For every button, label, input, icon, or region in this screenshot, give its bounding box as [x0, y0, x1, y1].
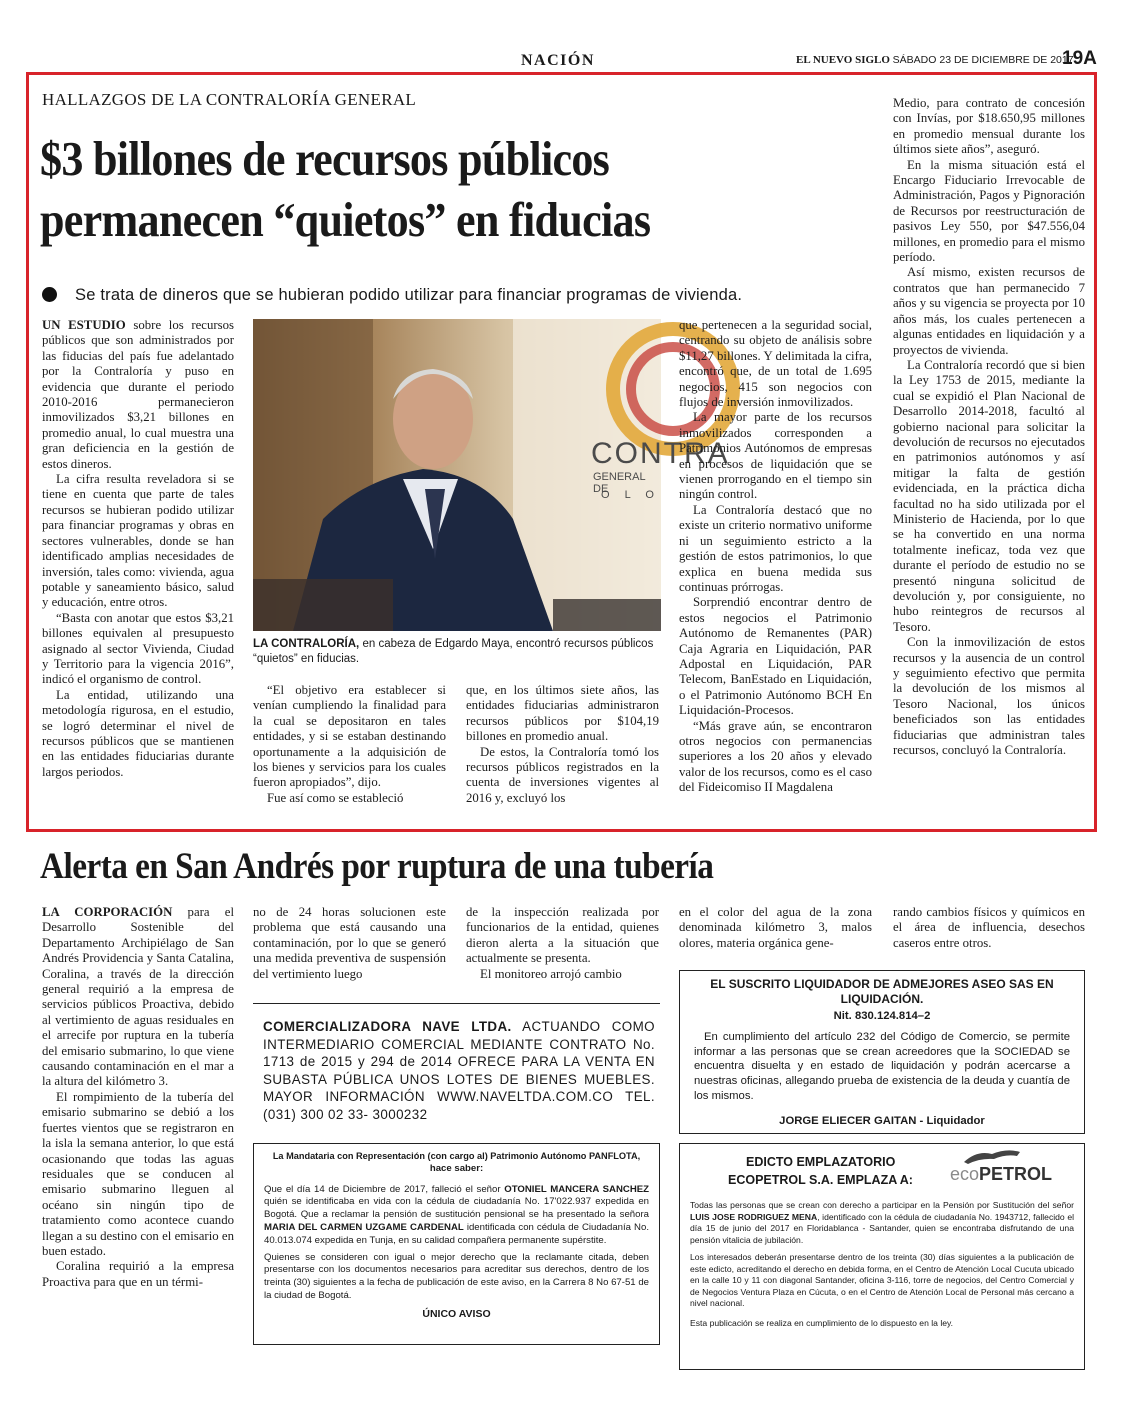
article2-col4 [679, 905, 872, 951]
article1-col3 [466, 683, 659, 806]
paragraph: En la misma situación está el Encargo Fiduciario Irrevocable de Administración, Pagos y Pignoración de Recursos por reestructuración de pasivos Ley 550, por $47.556,04 millones, en promedio para el mismo período. [893, 157, 1085, 265]
paragraph: El rompimiento de la tubería del emisario submarino se debió a los fuertes vientos que se registraron en la isla la semana anterior, lo que está ocasionando que todas las aguas residuales que se conducen al emisario submarino lleguen al océano sin ningún tipo de tratamiento como acontece cuando llegan a su destino con el emisario en buen estado. [42, 1089, 234, 1258]
panflota-p2: Quienes se consideren con igual o mejor derecho que la reclamante citada, deben presentarse con los documentos necesarios para acreditar sus derechos, dentro de los treinta (30) siguientes a la fecha de publicación de este aviso, en la Carrera 8 No 67-51 de la ciudad de Bogotá. [264, 1251, 649, 1301]
headline-line-1: $3 billones de recursos públicos [40, 131, 610, 186]
paragraph: De estos, la Contraloría tomó los recursos públicos registrados en la cuenta de inversiones vigentes al 2016 y, excluyó los [466, 744, 659, 805]
issue-date: SÁBADO 23 DE DICIEMBRE DE 2017 [892, 54, 1074, 66]
paragraph: Con la inmovilización de estos recursos y la ausencia de un control y seguimiento efectivo que permita la devolución de los mismos al Tesoro Nacional, los únicos beneficiados son las entidades fiduciarias que administran tales recursos, concluyó la Contraloría. [893, 635, 1085, 758]
photo-caption [253, 637, 663, 667]
lead-in: UN ESTUDIO [42, 318, 126, 332]
admejores-nit: Nit. 830.124.814–2 [833, 1010, 931, 1022]
article2-col2 [253, 905, 446, 982]
kicker: HALLAZGOS DE LA CONTRALORÍA GENERAL [42, 90, 417, 109]
panflota-footer: ÚNICO AVISO [422, 1307, 491, 1320]
ad-ecopetrol [679, 1143, 1085, 1370]
ecopetrol-name: LUIS JOSE RODRIGUEZ MENA [690, 1211, 818, 1222]
subhead-text: Se trata de dineros que se hubieran podido utilizar para financiar programas de vivienda. [75, 286, 743, 304]
paragraph: “El objetivo era establecer si venían cumpliendo la finalidad para la cual se depositaron en tales entidades, y si se estaban destinando oportunamente a la adquisición de los bienes y servicios para los cuales fueron apropiados”, dijo. [253, 683, 446, 790]
paragraph [42, 905, 234, 1090]
ecopetrol-title-2: ECOPETROL S.A. EMPLAZA A: [728, 1173, 913, 1187]
paragraph: que, en los últimos siete años, las entidades fiduciarias administraron recursos públicos por $104,19 billones en promedio anual. [466, 683, 659, 744]
article2-col5 [893, 905, 1085, 951]
panflota-p1 [264, 1184, 649, 1248]
caption-text: en cabeza de Edgardo Maya, encontró recursos públicos “quietos” en fiducias. [253, 638, 654, 665]
paragraph: La Contraloría recordó que si bien la Ley 1753 de 2015, mediante la cual se expidió el Plan Nacional de Desarrollo 2014-2018, facultó al gobierno nacional para solicitar la devolución de recursos no ejecutados en patrimonios autónomos y así mitigar la falta de gestión evidenciada, en la práctica dicha facultad no ha sido utilizada por el Ministerio de Hacienda, por lo que se ha convertido en una norma totalmente ineficaz, toda vez que durante el período de estudio no se presentó ninguna solicitud de devolución y, por consiguiente, no hubo reintegros de recursos al Tesoro. [893, 357, 1085, 634]
paragraph: Medio, para contrato de concesión con Invías, por $18.650,95 millones en promedio mensual durante los últimos siete años”, aseguró. [893, 96, 1085, 157]
caption-lead: LA CONTRALORÍA, [253, 638, 360, 650]
admejores-title: EL SUSCRITO LIQUIDADOR DE ADMEJORES ASEO SAS EN LIQUIDACIÓN. [710, 977, 1054, 1006]
ecopetrol-p1 [690, 1200, 1074, 1246]
ad-admejores [679, 970, 1085, 1134]
paragraph: Fue así como se estableció [267, 790, 404, 805]
panflota-p1-b: quién se identificaba en vida con la cédula de ciudadanía No. 17'022.937 expedida en Bogotá. Que a reclamar la pensión de sustitución pensional se ha presentado la señora [264, 1196, 649, 1221]
paragraph-text: sobre los recursos públicos que son administrados por las fiducias del país fue adelantado por la Contraloría y puso en evidencia que durante el periodo 2010-2016 permanecieron inmovilizados $3,21 billones en promedio anual, lo cual muestra una gran deficiencia en la gestión de estos dineros. [42, 318, 234, 471]
ecopetrol-p1-b: , identificado con la cédula de ciudadanía No. 1943712, fallecido el día 15 de junio del 2017 en Floridablanca - Santander, quien se encontraba disfrutando de una pensión vitalicia de jubilación. [690, 1211, 1075, 1245]
ecopetrol-p3: Esta publicación se realiza en cumplimiento de lo dispuesto en la ley. [690, 1317, 954, 1328]
paragraph: La mayor parte de los recursos inmovilizados corresponden a Patrimonios Autónomos de empresas en procesos de liquidación que se vienen prorrogando en el tiempo sin ningún control. [679, 410, 872, 502]
ecopetrol-p1-a: Todas las personas que se crean con derecho a participar en la Pensión por Sustitución del señor [690, 1200, 1074, 1210]
paragraph: “Más grave aún, se encontraron otros negocios con permanencias superiores a los 20 años y elevado valor de los recursos, como es el caso del Fideicomiso II Magdalena [679, 718, 872, 795]
photo-sign: CONTRA [591, 437, 730, 470]
subhead [42, 286, 872, 305]
paper-name: EL NUEVO SIGLO [796, 54, 890, 66]
panflota-title: La Mandataria con Representación (con cargo al) Patrimonio Autónomo PANFLOTA, [272, 1151, 641, 1161]
iguana-icon [962, 1146, 1022, 1166]
headline-line-2: permanecen “quietos” en fiducias [40, 192, 651, 247]
paragraph-text: para el Desarrollo Sostenible del Departamento Archipiélago de San Andrés Providencia y Santa Catalina, Coralina, a través de la dirección general requirió a la empresa de servicios públicos Proactiva, debido al vertimiento de aguas residuales en el arrecife por ruptura en la tubería del emisario submarino, lo que viene causando contaminación en el mar a la altura del kilómetro 3. [42, 905, 234, 1089]
panflota-name-2: MARIA DEL CARMEN UZGAME CARDENAL [264, 1221, 464, 1233]
paragraph: Así mismo, existen recursos de contratos que han permanecido 7 años y su vigencia se proyecta por 10 años más, los cuales pertenecen a algunas entidades en liquidación y a proyectos de vivienda. [893, 265, 1085, 357]
article2-col3 [466, 905, 659, 982]
paragraph: rando cambios físicos y químicos en el área de influencia, desechos caseros entre otros. [893, 905, 1085, 950]
paragraph: que pertenecen a la seguridad social, centrando su objeto de análisis sobre $11,27 billones. Y delimitada la cifra, encontró que, de un total de 1.695 negocios, 415 son negocios con flujos de inversión inmovilizados. [679, 318, 872, 410]
paragraph: La Contraloría destacó que no existe un criterio normativo uniforme ni un seguimiento estricto a la gestión de estos patrimonios, lo que explica en buena medida sus continuas prórrogas. [679, 502, 872, 594]
ecopetrol-p2: Los interesados deberán presentarse dentro de los treinta (30) días siguientes a la publicación de este edicto, acreditando el derecho en debida forma, en el Centro de Atención Local Cucuta ubicado en la calle 10 y 11 con diagonal Santander, oficina 3-116, torre de negocios, del Centro Comercial y de Negocios Ventura Plaza en Cúcuta, o en el Centro de Atención Local de Personal más cercano a nivel nacional. [690, 1252, 1074, 1308]
paragraph: de la inspección realizada por funcionarios de la entidad, quienes dieron alerta a la situación que actualmente se presenta. [466, 905, 659, 966]
paragraph: El monitoreo arrojó cambio [480, 966, 622, 981]
paragraph: La cifra resulta reveladora si se tiene en cuenta que parte de tales recursos se hubieran podido utilizar para financiar programas y obras en sectores vulnerables, donde se han identificado amplias necesidades de inversión, tales como: vivienda, agua potable y saneamiento básico, salud y educación, entre otros. [42, 472, 234, 610]
ecopetrol-heading [690, 1152, 1074, 1196]
headline-2: Alerta en San Andrés por ruptura de una tubería [40, 846, 714, 887]
ad-nave [263, 1018, 655, 1124]
page-number: 19A [1062, 48, 1097, 69]
paragraph: Sorprendió encontrar dentro de estos negocios el Patrimonio Autónomo de Remanentes (PAR) Caja Agraria en Liquidación, PAR Adpostal en Liquidación, PAR Telecom, BanEstado en Liquidación, o el Patrimonio Autónomo BCH En Liquidación-Procesos. [679, 595, 872, 718]
article-photo [253, 319, 730, 631]
bullet-dot [42, 287, 57, 302]
lead-in: LA CORPORACIÓN [42, 905, 173, 919]
panflota-p1-c: identificada con cédula de Ciudadanía No. 40.013.074 expedida en Tunja, en su calidad compañera permanente supérstite. [264, 1221, 649, 1246]
paragraph: Coralina requirió a la empresa Proactiva para que en un térmi- [42, 1259, 234, 1289]
paragraph: no de 24 horas solucionen este problema que está causando una contaminación, por lo que se generó una medida preventiva de suspensión del vertimiento luego [253, 905, 446, 981]
panflota-subtitle: hace saber: [429, 1162, 484, 1174]
paragraph: La entidad, utilizando una metodología rigurosa, en el estudio, se logró determinar el nivel de recursos públicos que se mantienen en las entidades fiduciarias durante largos periodos. [42, 687, 234, 779]
paragraph: en el color del agua de la zona denominada kilómetro 3, malos olores, materia orgánica gene- [679, 905, 872, 950]
admejores-signature: JORGE ELIECER GAITAN - Liquidador [779, 1114, 985, 1127]
ecopetrol-title-1: EDICTO EMPLAZATORIO [746, 1155, 896, 1169]
panflota-name-1: OTONIEL MANCERA SANCHEZ [504, 1183, 650, 1195]
article1-col1 [42, 318, 234, 780]
article1-col2 [253, 683, 446, 806]
ecopetrol-logo [950, 1164, 1052, 1184]
photo-sign-sub2: O L O [601, 489, 660, 501]
admejores-body: En cumplimiento del artículo 232 del Código de Comercio, se permite informar a las personas que se crean acreedores que la SOCIEDAD se encuentra disuelta y en estado de liquidación y podrán acercarse a nuestras oficinas, allegando prueba de existencia de la deuda y cuantía de los mismos. [694, 1030, 1070, 1102]
ecopetrol-logo-a: eco [950, 1164, 980, 1184]
panflota-p1-a: Que el día 14 de Diciembre de 2017, falleció el señor [264, 1183, 505, 1195]
article1-col4 [679, 318, 872, 796]
ad-rule-top [253, 1003, 660, 1004]
masthead-line [796, 54, 1074, 66]
ecopetrol-logo-b: PETROL [979, 1164, 1053, 1184]
article2-col1 [42, 905, 234, 1290]
nave-lead: COMERCIALIZADORA NAVE LTDA. [263, 1019, 512, 1034]
paragraph [42, 318, 234, 472]
ad-panflota [253, 1143, 660, 1345]
nave-text: ACTUANDO COMO INTERMEDIARIO COMERCIAL MEDIANTE CONTRATO No. 1713 de 2015 y 294 de 2014 OFRECE PARA LA VENTA EN SUBASTA PÚBLICA UNOS LOTES DE BIENES MUEBLES. MAYOR INFORMACIÓN WWW.NAVELTDA.COM.CO TEL. (031) 300 02 33- 3000232 [263, 1019, 655, 1122]
paragraph: “Basta con anotar que estos $3,21 billones equivalen al presupuesto asignado al sector Vivienda, Ciudad y Territorio para la vigencia 2016”, indicó el organismo de control. [42, 610, 234, 687]
section-label: NACIÓN [521, 52, 595, 69]
photo-sign-sub: GENERAL DE [593, 471, 646, 495]
article1-col5 [893, 96, 1085, 758]
headline [40, 128, 650, 250]
